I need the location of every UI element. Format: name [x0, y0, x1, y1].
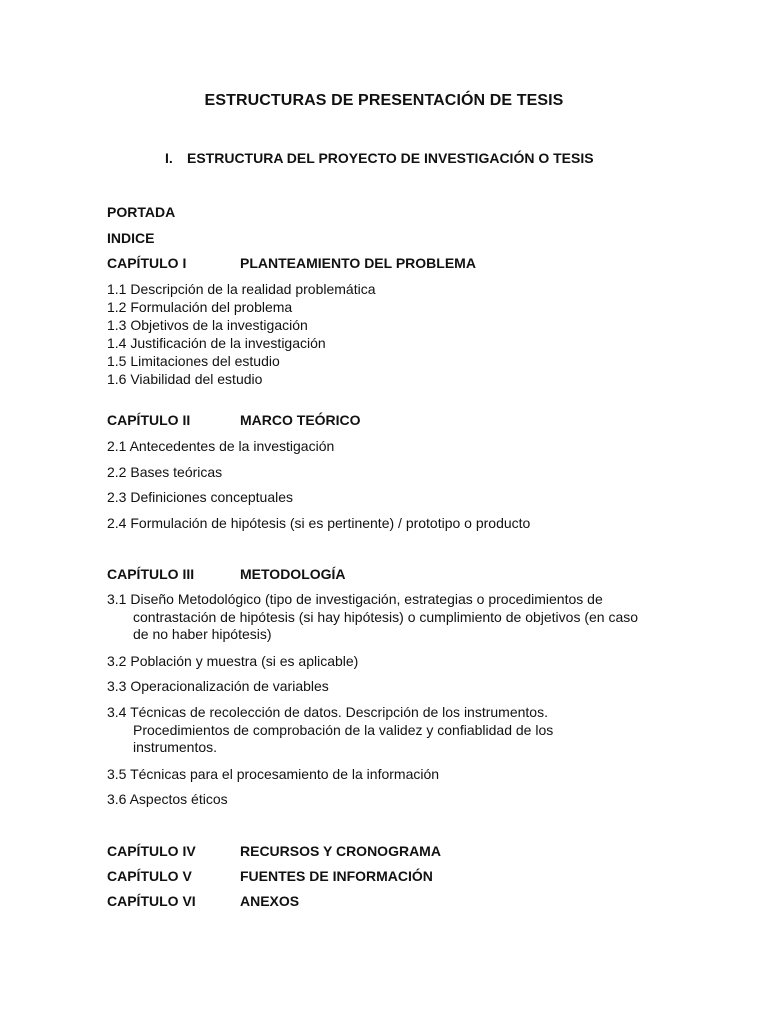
chapter-1-items	[107, 280, 375, 388]
list-item: 2.4 Formulación de hipótesis (si es pertinente) / prototipo o producto	[107, 515, 531, 531]
chapter-label: CAPÍTULO IV	[107, 843, 196, 859]
front-matter-portada: PORTADA	[107, 204, 176, 220]
chapter-label: CAPÍTULO I	[107, 255, 187, 271]
chapter-1-heading	[107, 255, 476, 271]
list-item: 1.3 Objetivos de la investigación	[107, 317, 308, 333]
chapter-title: ANEXOS	[240, 893, 300, 909]
list-item: 3.5 Técnicas para el procesamiento de la información	[107, 766, 440, 782]
list-item: 3.6 Aspectos éticos	[107, 791, 228, 807]
list-item: 3.1 Diseño Metodológico (tipo de investigación, estrategias o procedimientos de contrastación de hipótesis (si hay hipótesis) o cumplimiento de objetivos (en caso de no haber hipótesis)	[107, 591, 639, 642]
chapter-label: CAPÍTULO II	[107, 412, 191, 428]
front-matter-indice: INDICE	[107, 230, 155, 246]
section-number: I.	[165, 150, 173, 166]
chapter-title: PLANTEAMIENTO DEL PROBLEMA	[240, 255, 476, 271]
section-heading	[165, 150, 594, 166]
list-item: 2.3 Definiciones conceptuales	[107, 489, 294, 505]
list-item: 3.2 Población y muestra (si es aplicable)	[107, 653, 359, 669]
chapter-4-heading	[107, 843, 441, 859]
list-item: 1.2 Formulación del problema	[107, 299, 293, 315]
list-item: 1.4 Justificación de la investigación	[107, 335, 326, 351]
list-item: 1.6 Viabilidad del estudio	[107, 371, 263, 387]
list-item: 3.4 Técnicas de recolección de datos. Descripción de los instrumentos. Procedimientos de comprobación de la validez y confiablidad de los instrumentos.	[107, 704, 554, 755]
document-title: ESTRUCTURAS DE PRESENTACIÓN DE TESIS	[204, 92, 564, 109]
section-title: ESTRUCTURA DEL PROYECTO DE INVESTIGACIÓN O TESIS	[187, 150, 594, 166]
chapter-3-heading	[107, 566, 346, 582]
list-item: 1.1 Descripción de la realidad problemática	[107, 281, 376, 297]
list-item: 1.5 Limitaciones del estudio	[107, 353, 280, 369]
chapter-label: CAPÍTULO VI	[107, 893, 196, 909]
chapter-title: FUENTES DE INFORMACIÓN	[240, 868, 433, 884]
chapter-title: MARCO TEÓRICO	[240, 412, 361, 428]
chapter-title: METODOLOGÍA	[240, 566, 346, 582]
chapter-2-heading	[107, 412, 361, 428]
chapter-6-heading	[107, 893, 299, 909]
chapter-label: CAPÍTULO III	[107, 566, 195, 582]
list-item: 2.1 Antecedentes de la investigación	[107, 438, 335, 454]
chapter-5-heading	[107, 868, 433, 884]
list-item: 2.2 Bases teóricas	[107, 464, 223, 480]
list-item: 3.3 Operacionalización de variables	[107, 678, 329, 694]
chapter-label: CAPÍTULO V	[107, 868, 192, 884]
chapter-title: RECURSOS Y CRONOGRAMA	[240, 843, 441, 859]
